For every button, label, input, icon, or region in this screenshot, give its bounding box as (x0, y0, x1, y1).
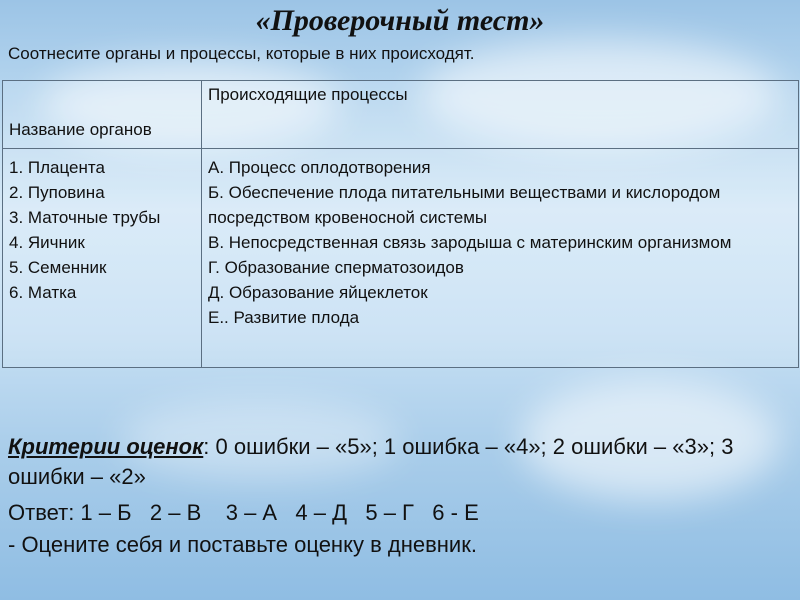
process-item: Б. Обеспечение плода питательными веществами и кислородом посредством кровеносной системы (208, 183, 721, 227)
task-instruction: Соотнесите органы и процессы, которые в них происходят. (8, 44, 475, 63)
process-item: А. Процесс оплодотворения (208, 158, 431, 177)
process-item: Г. Образование сперматозоидов (208, 258, 464, 277)
organ-item: 6. Матка (9, 283, 77, 302)
organs-cell (3, 149, 202, 368)
self-assessment-note: - Оцените себя и поставьте оценку в дневник. (8, 532, 477, 557)
header-processes: Происходящие процессы (202, 81, 799, 149)
organ-item: 4. Яичник (9, 233, 85, 252)
slide-title: «Проверочный тест» (255, 4, 545, 37)
criteria-text: : 0 ошибки – «5»; 1 ошибка – «4»; 2 ошибки – «3»; 3 ошибки – «2» (8, 434, 734, 489)
criteria-label: Критерии оценок (8, 434, 204, 459)
processes-cell (202, 149, 799, 368)
organ-item: 3. Маточные трубы (9, 208, 161, 227)
process-item: Д. Образование яйцеклеток (208, 283, 428, 302)
process-item: В. Непосредственная связь зародыша с материнским организмом (208, 233, 732, 252)
header-organs: Название органов (3, 81, 202, 149)
organ-item: 2. Пуповина (9, 183, 105, 202)
table-body-row (3, 149, 799, 368)
answer-key: Ответ: 1 – Б 2 – В 3 – А 4 – Д 5 – Г 6 - Е (8, 500, 479, 525)
organ-item: 5. Семенник (9, 258, 107, 277)
grading-criteria (8, 432, 788, 492)
matching-table (2, 80, 799, 368)
process-item: Е.. Развитие плода (208, 308, 360, 327)
table-header-row (3, 81, 799, 149)
organ-item: 1. Плацента (9, 158, 105, 177)
